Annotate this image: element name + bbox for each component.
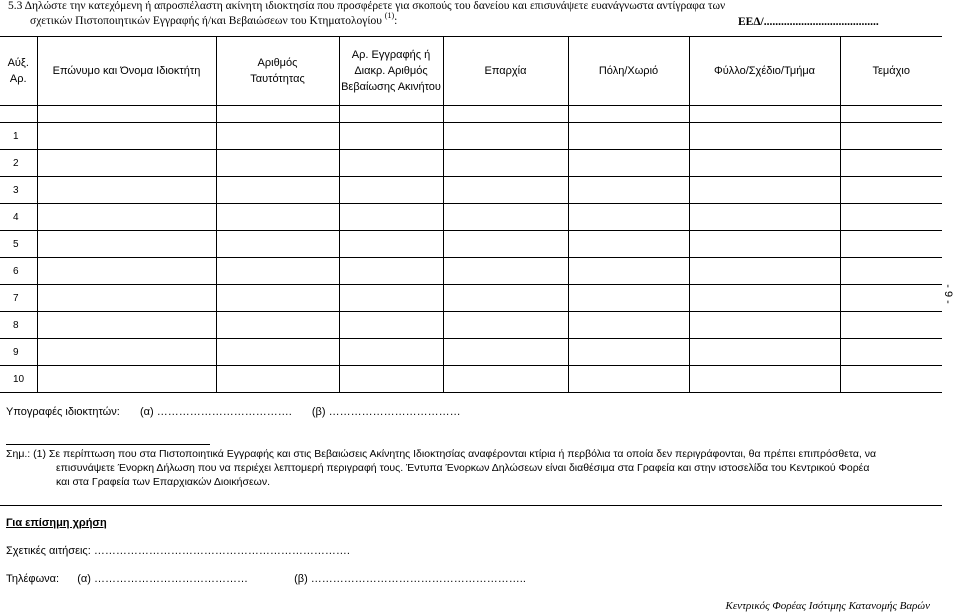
header-line: Αριθμός [257, 57, 298, 69]
table-row [0, 285, 942, 312]
cell-town-village[interactable] [568, 204, 689, 231]
cell-district[interactable] [443, 123, 568, 150]
cell-plot[interactable] [840, 366, 942, 393]
cell-district[interactable] [443, 231, 568, 258]
cell-registration-number[interactable] [339, 366, 443, 393]
cell-district[interactable] [443, 366, 568, 393]
table-row [0, 366, 942, 393]
note-line-1: Σημ.: (1) Σε περίπτωση που στα Πιστοποιητικά Εγγραφής και στις Βεβαιώσεις Ακίνητης Ιδιοκτησίας αναφέρονται κτίρια ή περβόλια τα οποία δεν περιγράφονται, θα πρέπει επιπρόσθετα, να [6, 448, 877, 460]
header-line: Ταυτότητας [250, 73, 305, 85]
cell-plot[interactable] [840, 123, 942, 150]
cell-plot[interactable] [840, 177, 942, 204]
signatures-label: Υπογραφές ιδιοκτητών: [6, 406, 120, 418]
cell-plot[interactable] [840, 231, 942, 258]
spacer-cell [568, 106, 689, 123]
spacer-cell [37, 106, 216, 123]
cell-town-village[interactable] [568, 231, 689, 258]
cell-id-number[interactable] [216, 231, 339, 258]
header-line: Αρ. Εγγραφής ή [351, 49, 431, 61]
row-number: 4 [0, 204, 37, 231]
header-town-village [568, 37, 689, 106]
spacer-cell [689, 106, 840, 123]
intro-line-2 [30, 11, 397, 27]
cell-registration-number[interactable] [339, 231, 443, 258]
cell-sheet-plan-block[interactable] [689, 258, 840, 285]
header-line: Βεβαίωσης Ακινήτου [341, 81, 441, 93]
phones-label: Τηλέφωνα: [6, 573, 60, 585]
row-number: 6 [0, 258, 37, 285]
intro-line-2-end: : [394, 15, 398, 27]
cell-sheet-plan-block[interactable] [689, 150, 840, 177]
cell-district[interactable] [443, 339, 568, 366]
header-line: Πόλη/Χωριό [598, 65, 659, 77]
header-serial-number [0, 37, 37, 106]
header-line: Αύξ. [7, 57, 29, 69]
cell-town-village[interactable] [568, 339, 689, 366]
cell-owner-name[interactable] [37, 204, 216, 231]
cell-owner-name[interactable] [37, 123, 216, 150]
related-applications [6, 545, 350, 557]
official-use-title: Για επίσημη χρήση [6, 517, 107, 529]
cell-registration-number[interactable] [339, 150, 443, 177]
header-line: Φύλλο/Σχέδιο/Τμήμα [713, 65, 816, 77]
cell-id-number[interactable] [216, 258, 339, 285]
cell-town-village[interactable] [568, 366, 689, 393]
header-district [443, 37, 568, 106]
cell-district[interactable] [443, 312, 568, 339]
phones [6, 573, 526, 585]
related-applications-field[interactable]: ……………………………………………………………. [93, 545, 350, 557]
cell-sheet-plan-block[interactable] [689, 339, 840, 366]
cell-plot[interactable] [840, 339, 942, 366]
eed-reference: ΕΕΔ/........................................ [738, 16, 879, 28]
spacer-cell [216, 106, 339, 123]
cell-registration-number[interactable] [339, 285, 443, 312]
cell-sheet-plan-block[interactable] [689, 285, 840, 312]
cell-district[interactable] [443, 285, 568, 312]
row-number: 10 [0, 366, 37, 393]
header-id-number [216, 37, 339, 106]
cell-id-number[interactable] [216, 123, 339, 150]
spacer-cell [0, 106, 37, 123]
cell-town-village[interactable] [568, 150, 689, 177]
table-row [0, 258, 942, 285]
cell-id-number[interactable] [216, 312, 339, 339]
signature-a-line[interactable]: (α) ………………………………. [139, 406, 292, 418]
cell-registration-number[interactable] [339, 204, 443, 231]
cell-sheet-plan-block[interactable] [689, 123, 840, 150]
cell-town-village[interactable] [568, 177, 689, 204]
cell-id-number[interactable] [216, 150, 339, 177]
section-divider [0, 505, 942, 506]
table-row [0, 150, 942, 177]
table-row [0, 312, 942, 339]
cell-owner-name[interactable] [37, 231, 216, 258]
header-line: Επαρχία [484, 65, 527, 77]
property-table [0, 36, 942, 393]
table-spacer-row [0, 106, 942, 123]
cell-sheet-plan-block[interactable] [689, 177, 840, 204]
cell-registration-number[interactable] [339, 339, 443, 366]
cell-id-number[interactable] [216, 285, 339, 312]
table-row [0, 177, 942, 204]
note-separator [6, 444, 210, 445]
intro-line-1: 5.3 Δηλώστε την κατεχόμενη ή απροσπέλαστη ακίνητη ιδιοκτησία που προσφέρετε για σκοπούς του δανείου και επισυνάψετε ευανάγνωστα αντίγραφα των [8, 0, 726, 12]
cell-plot[interactable] [840, 285, 942, 312]
header-plot [840, 37, 942, 106]
table-row [0, 231, 942, 258]
header-line: Επώνυμο και Όνομα Ιδιοκτήτη [52, 65, 201, 77]
cell-registration-number[interactable] [339, 312, 443, 339]
note-line-3: και στα Γραφεία των Επαρχιακών Διοικήσεων. [56, 476, 271, 488]
row-number: 3 [0, 177, 37, 204]
header-owner-name [37, 37, 216, 106]
cell-plot[interactable] [840, 204, 942, 231]
cell-town-village[interactable] [568, 123, 689, 150]
row-number: 1 [0, 123, 37, 150]
spacer-cell [339, 106, 443, 123]
cell-sheet-plan-block[interactable] [689, 366, 840, 393]
table-row [0, 339, 942, 366]
cell-owner-name[interactable] [37, 285, 216, 312]
table-row [0, 204, 942, 231]
spacer-cell [840, 106, 942, 123]
cell-id-number[interactable] [216, 366, 339, 393]
header-sheet-plan-block [689, 37, 840, 106]
cell-id-number[interactable] [216, 339, 339, 366]
phone-b-field[interactable]: (β) ………………………………………………….. [294, 573, 526, 585]
row-number: 9 [0, 339, 37, 366]
spacer-cell [443, 106, 568, 123]
header-line: Διακρ. Αριθμός [354, 65, 428, 77]
cell-owner-name[interactable] [37, 312, 216, 339]
table-body [0, 123, 942, 393]
cell-owner-name[interactable] [37, 339, 216, 366]
cell-plot[interactable] [840, 312, 942, 339]
cell-district[interactable] [443, 204, 568, 231]
page-number: - 9 - [942, 284, 955, 304]
header-line: Τεμάχιο [872, 65, 910, 77]
table-row [0, 123, 942, 150]
row-number: 7 [0, 285, 37, 312]
footnote-ref: (1) [384, 11, 395, 20]
related-applications-label: Σχετικές αιτήσεις: [6, 545, 91, 557]
cell-town-village[interactable] [568, 312, 689, 339]
cell-sheet-plan-block[interactable] [689, 204, 840, 231]
cell-owner-name[interactable] [37, 177, 216, 204]
header-line: Αρ. [9, 73, 27, 85]
signature-b-line[interactable]: (β) ……………………………… [311, 406, 461, 418]
table-header-row [0, 37, 942, 106]
cell-owner-name[interactable] [37, 366, 216, 393]
cell-district[interactable] [443, 177, 568, 204]
note-line-2: επισυνάψετε Ένορκη Δήλωση που να περιέχει λεπτομερή περιγραφή τους. Έντυπα Ένορκων Δηλώσεων είναι διαθέσιμα στα Γραφεία και στην ιστοσελίδα του Κεντρικού Φορέα [56, 462, 870, 474]
cell-plot[interactable] [840, 258, 942, 285]
row-number: 2 [0, 150, 37, 177]
footer-organization: Κεντρικός Φορέας Ισότιμης Κατανομής Βαρών [725, 600, 930, 612]
cell-id-number[interactable] [216, 177, 339, 204]
cell-owner-name[interactable] [37, 150, 216, 177]
cell-town-village[interactable] [568, 285, 689, 312]
intro-line-2-text: σχετικών Πιστοποιητικών Εγγραφής ή/και Βεβαιώσεων του Κτηματολογίου [30, 15, 382, 27]
cell-plot[interactable] [840, 150, 942, 177]
cell-sheet-plan-block[interactable] [689, 312, 840, 339]
cell-town-village[interactable] [568, 258, 689, 285]
cell-district[interactable] [443, 150, 568, 177]
phone-a-field[interactable]: (α) …………………………………… [77, 573, 248, 585]
row-number: 8 [0, 312, 37, 339]
header-registration-number [339, 37, 443, 106]
cell-owner-name[interactable] [37, 258, 216, 285]
cell-sheet-plan-block[interactable] [689, 231, 840, 258]
cell-district[interactable] [443, 258, 568, 285]
cell-registration-number[interactable] [339, 123, 443, 150]
owner-signatures [6, 406, 461, 418]
cell-registration-number[interactable] [339, 177, 443, 204]
cell-id-number[interactable] [216, 204, 339, 231]
cell-registration-number[interactable] [339, 258, 443, 285]
row-number: 5 [0, 231, 37, 258]
